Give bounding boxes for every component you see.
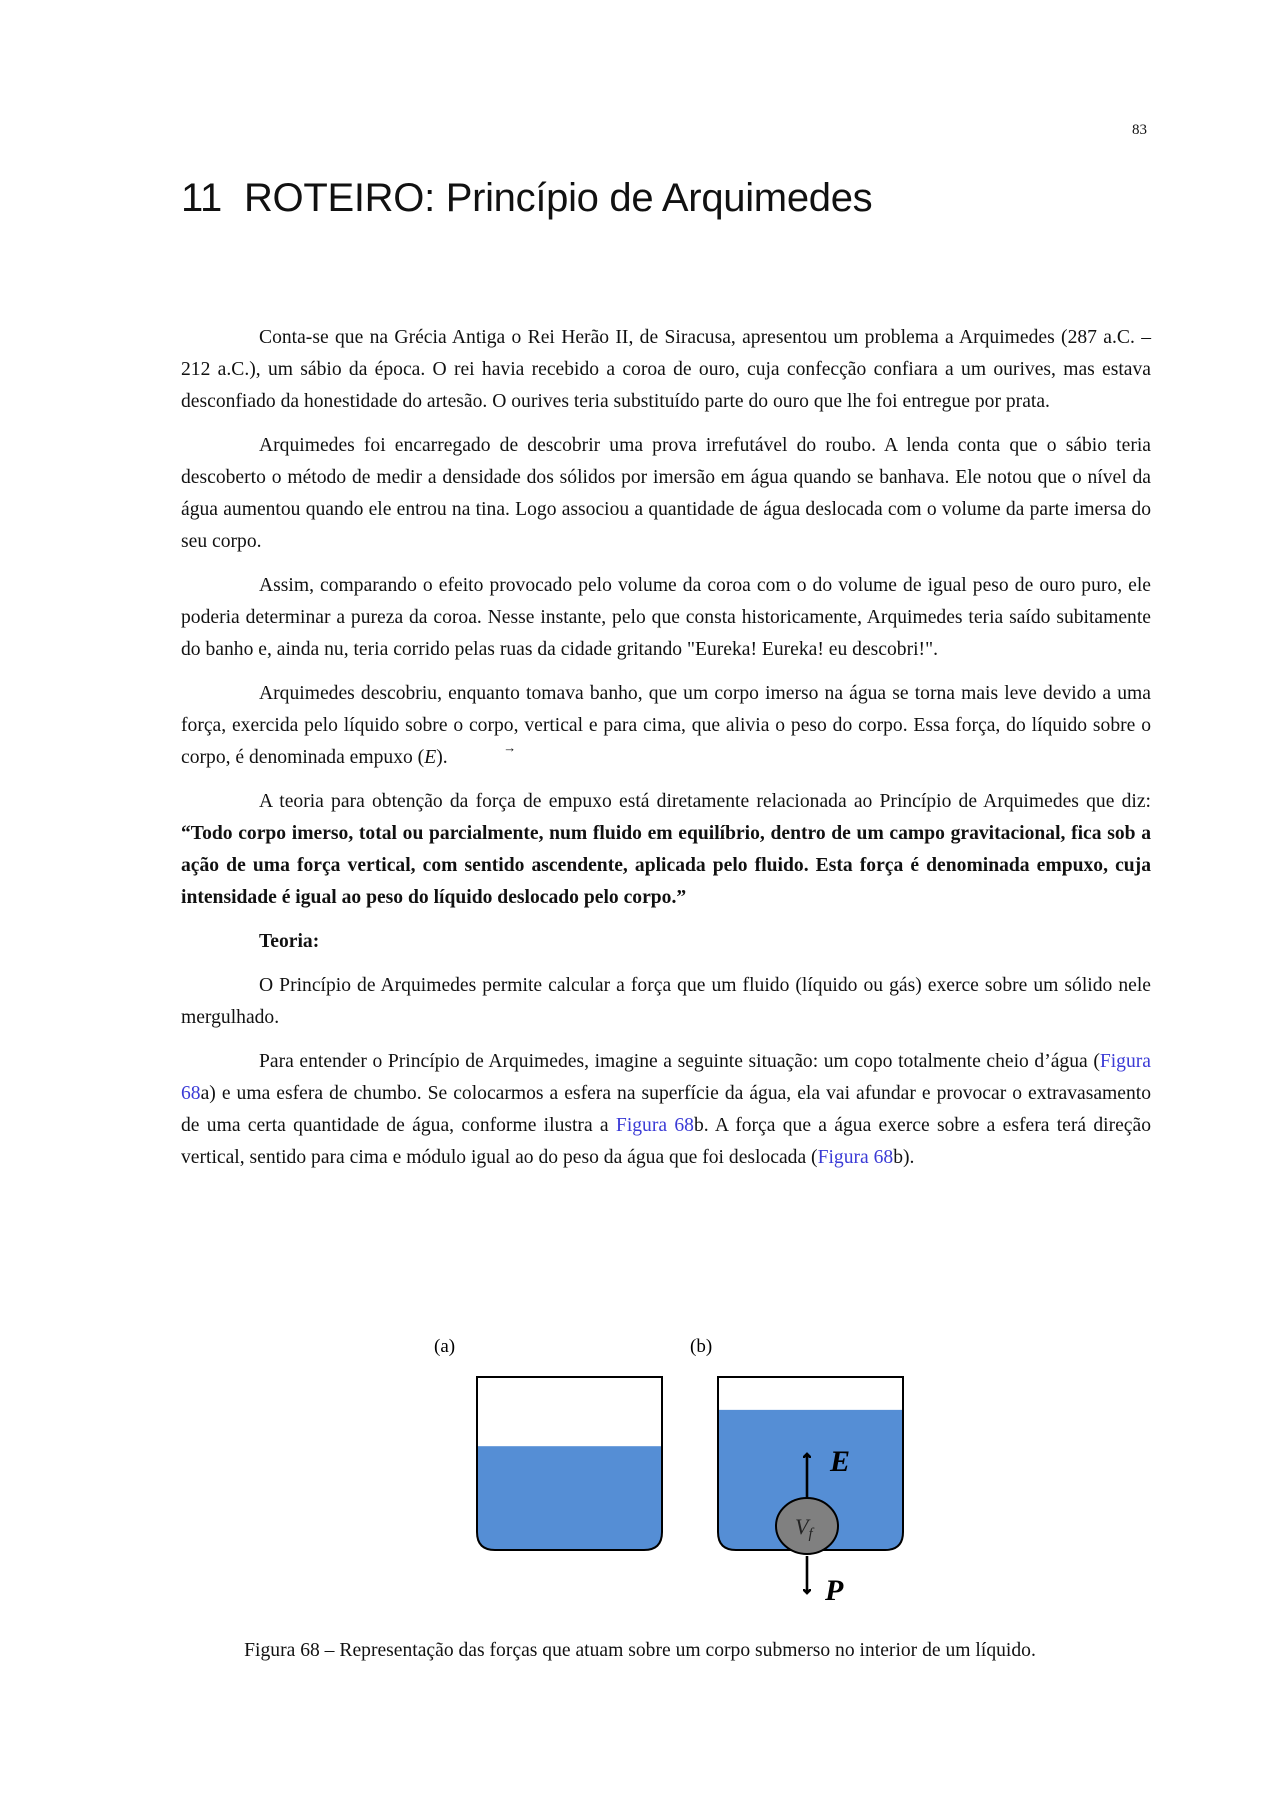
force-p-label: P: [825, 1574, 844, 1607]
paragraph-4-end: ).: [436, 747, 448, 768]
paragraph-7-a: Para entender o Princípio de Arquimedes, imagine a seguinte situação: um copo totalmente cheio d’água (: [259, 1051, 1100, 1072]
figure-caption: Figura 68 – Representação das forças que atuam sobre um corpo submerso no interior de um líquido.: [244, 1640, 1036, 1661]
paragraph-5-intro: A teoria para obtenção da força de empuxo está diretamente relacionada ao Princípio de Arquimedes que diz:: [259, 791, 1151, 812]
archimedes-principle-quote: “Todo corpo imerso, total ou parcialmente, num fluido em equilíbrio, dentro de um campo gravitacional, fica sob a ação de uma força vertical, com sentido ascendente, aplicada pelo fluido. Esta força é denominada empuxo, cuja intensidade é igual ao peso do líquido deslocado pelo corpo.”: [181, 823, 1151, 908]
chapter-number: 11: [181, 176, 222, 220]
page-number: 83: [1132, 122, 1147, 138]
paragraph-7-b: a) e uma esfera de chumbo. Se colocarmos a esfera na superfície da água, ela vai afundar e provocar o extravasamento de uma certa quantidade de água, conforme ilustra a: [181, 1083, 1151, 1136]
paragraph-1: Conta-se que na Grécia Antiga o Rei Herão II, de Siracusa, apresentou um problema a Arquimedes (287 a.C. – 212 a.C.), um sábio da época. O rei havia recebido a coroa de ouro, cuja confecção confiara a um ourives, mas estava desconfiado da honestidade do artesão. O ourives teria substituído parte do ouro que lhe foi entregue por prata.: [181, 327, 1151, 412]
chapter-title-text: ROTEIRO: Princípio de Arquimedes: [243, 176, 873, 220]
paragraph-6: O Princípio de Arquimedes permite calcular a força que um fluido (líquido ou gás) exerce sobre um sólido nele mergulhado.: [181, 975, 1151, 1028]
paragraph-7-d: b).: [893, 1147, 915, 1168]
figure-68-link[interactable]: Figura 68: [817, 1147, 894, 1168]
beaker-a: [477, 1377, 662, 1550]
force-e-label: E: [830, 1445, 851, 1478]
figure-68-diagram: [430, 1330, 910, 1610]
figure-label-b: (b): [690, 1336, 713, 1357]
paragraph-5: [181, 786, 1151, 914]
body-text: [181, 322, 1151, 1186]
paragraph-3: Assim, comparando o efeito provocado pelo volume da coroa com o do volume de igual peso de ouro puro, ele poderia determinar a pureza da coroa. Nesse instante, pelo que consta historicamente, Arquimedes teria saído subitamente do banho e, ainda nu, teria corrido pelas ruas da cidade gritando "Eureka! Eureka! eu descobri!".: [181, 575, 1151, 660]
figure-label-a: (a): [434, 1336, 456, 1357]
water-a: [477, 1446, 662, 1550]
paragraph-7-c: b. A força que a água exerce sobre a esfera terá direção vertical, sentido para cima e módulo igual ao do peso da água que foi deslocada (: [181, 1115, 1151, 1168]
figure-68: [430, 1330, 910, 1610]
paragraph-2: Arquimedes foi encarregado de descobrir uma prova irrefutável do roubo. A lenda conta que o sábio teria descoberto o método de medir a densidade dos sólidos por imersão em água quando se banhava. Ele notou que o nível da água aumentou quando ele entrou na tina. Logo associou a quantidade de água deslocada com o volume da parte imersa do seu corpo.: [181, 435, 1151, 552]
figure-68-link[interactable]: Figura 68: [615, 1115, 694, 1136]
buoyancy-vector-symbol: → E: [424, 747, 436, 768]
figure-68-link[interactable]: Figura 68: [181, 1051, 1151, 1104]
paragraph-4: [181, 678, 1151, 774]
theory-label: Teoria:: [259, 931, 320, 952]
paragraph-4-text: Arquimedes descobriu, enquanto tomava banho, que um corpo imerso na água se torna mais leve devido a uma força, exercida pelo líquido sobre o corpo, vertical e para cima, que alivia o peso do corpo. Essa força, do líquido sobre o corpo, é denominada empuxo (: [181, 683, 1151, 768]
paragraph-7: [181, 1046, 1151, 1174]
chapter-title: [181, 176, 872, 221]
beaker-b: [718, 1377, 903, 1607]
sphere-volume-label: Vf: [795, 1514, 813, 1542]
